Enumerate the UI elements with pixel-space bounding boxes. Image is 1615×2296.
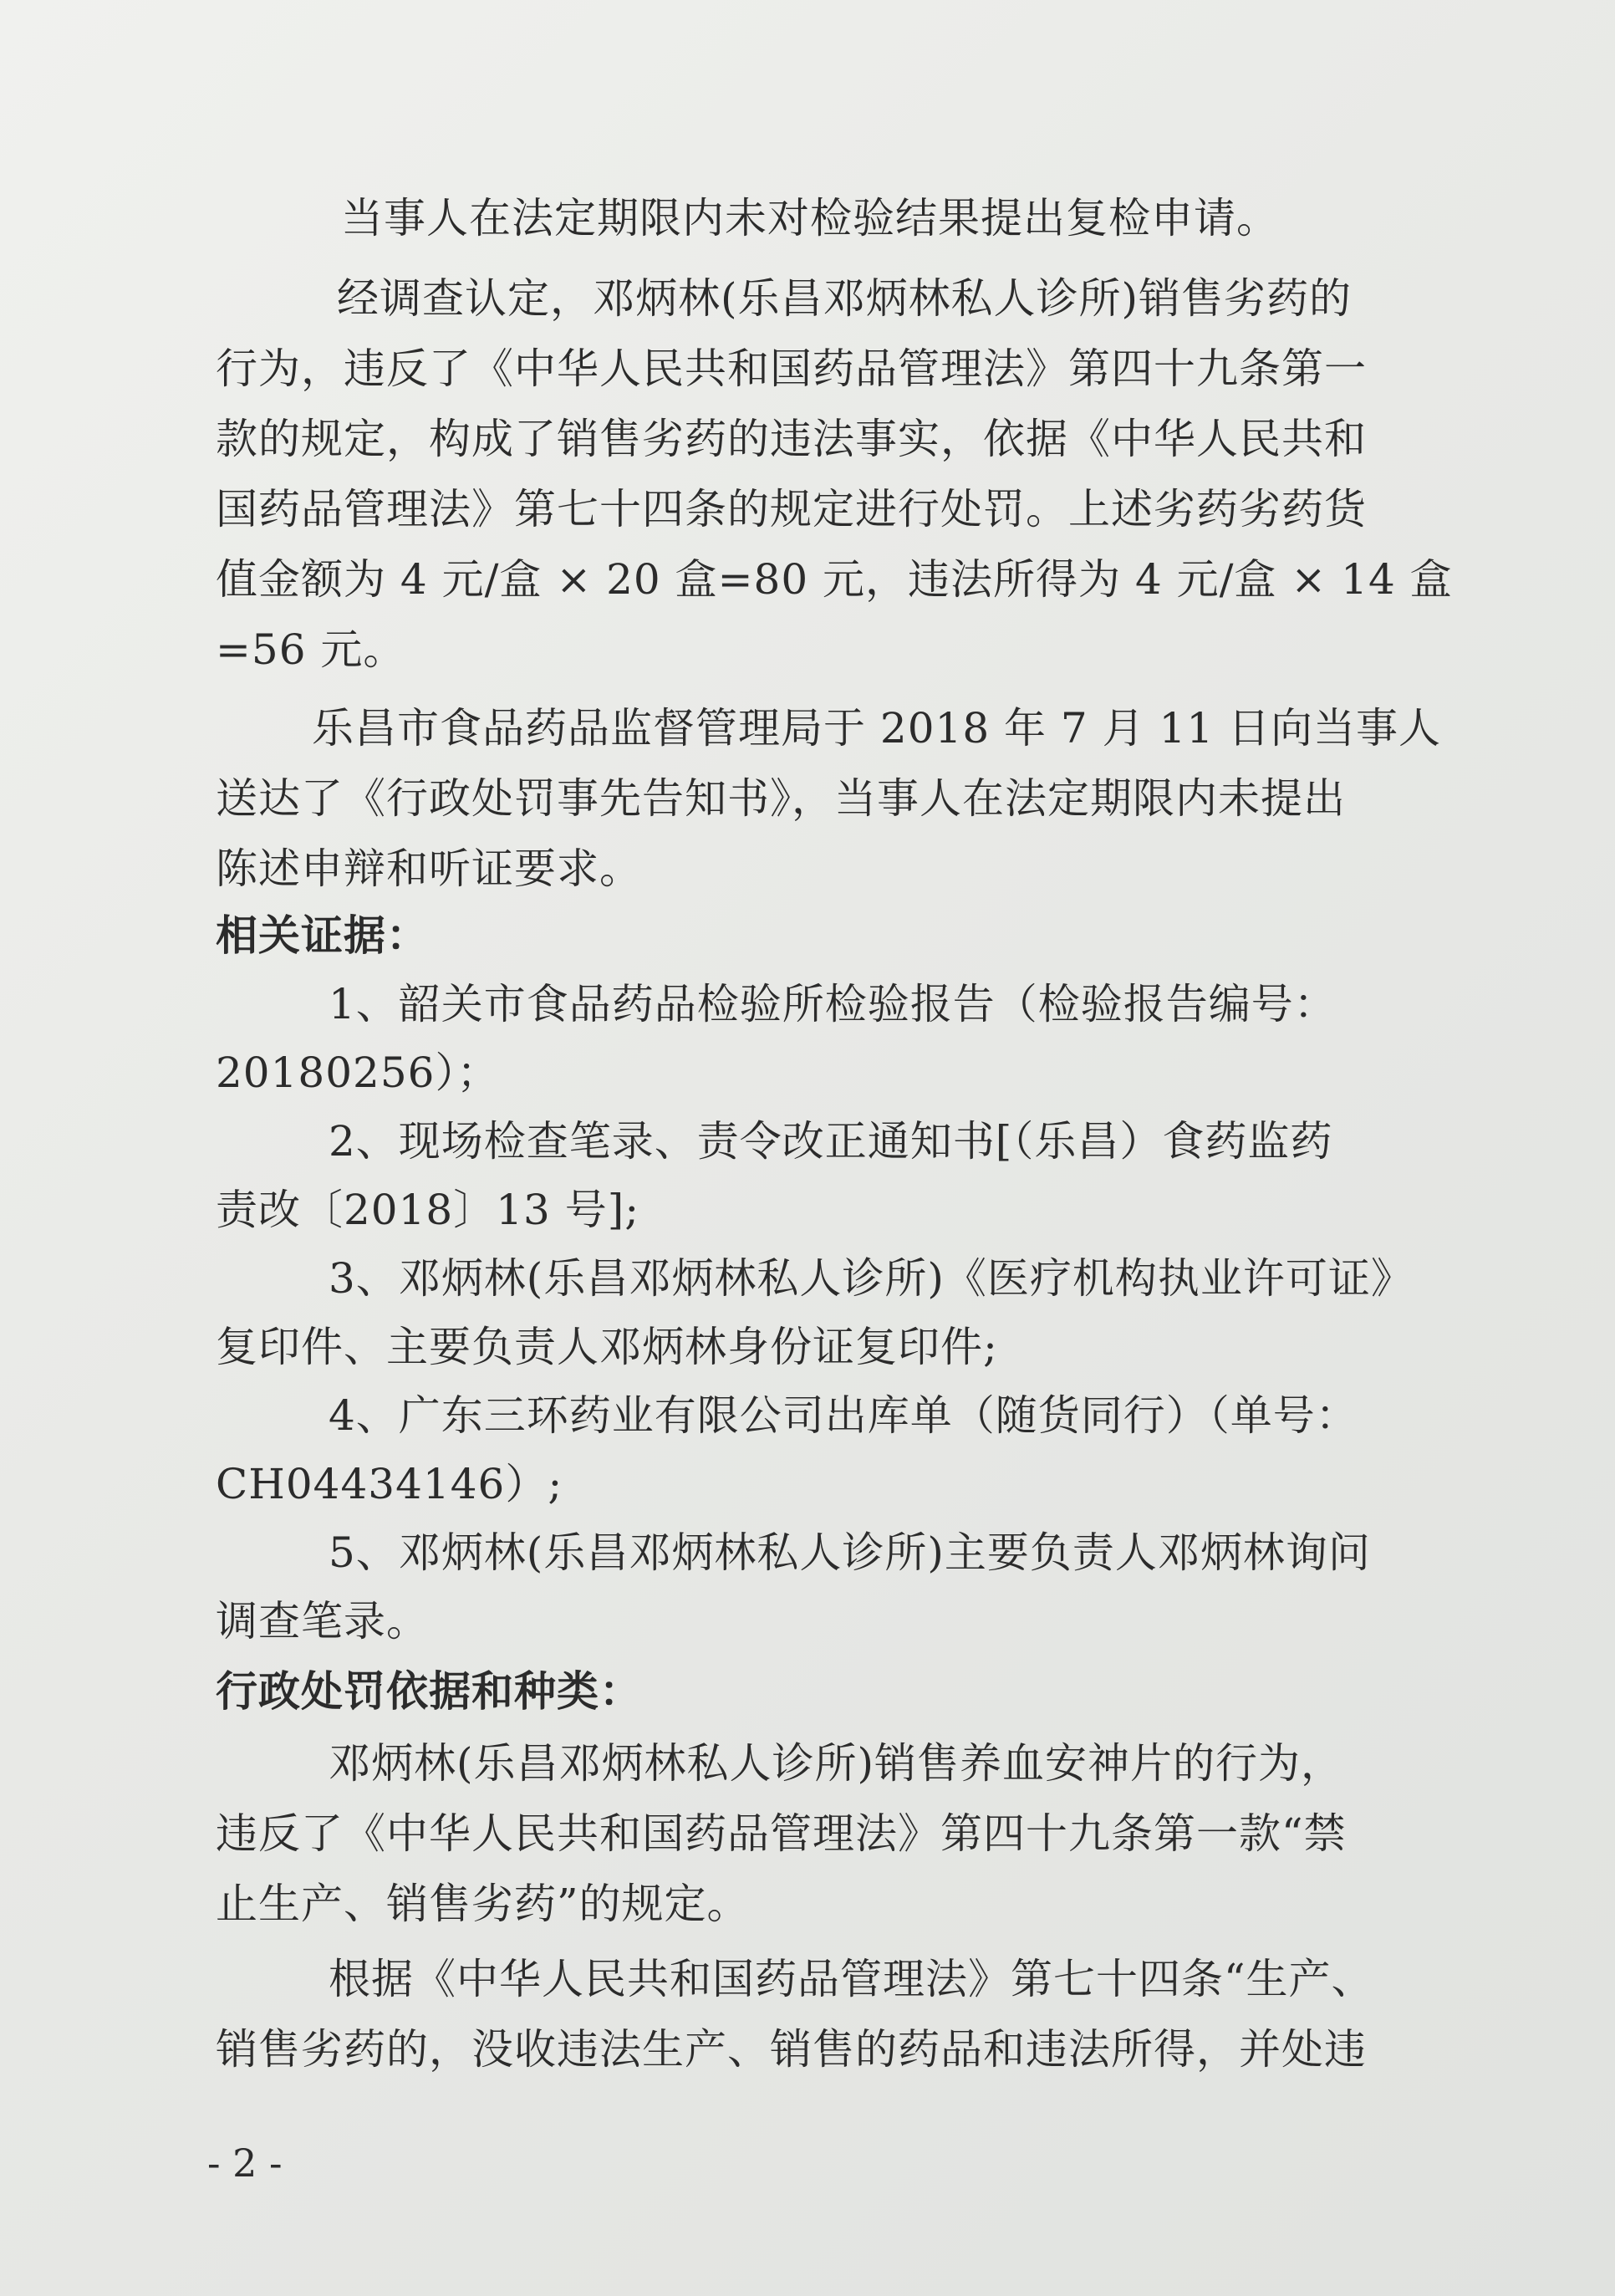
- text-line: 3、邓炳林(乐昌邓炳林私人诊所)《医疗机构执业许可证》: [329, 1254, 1414, 1303]
- text-line: 行为，违反了《中华人民共和国药品管理法》第四十九条第一: [216, 344, 1367, 393]
- text-line: 止生产、销售劣药”的规定。: [216, 1880, 750, 1928]
- text-line: 经调查认定，邓炳林(乐昌邓炳林私人诊所)销售劣药的: [337, 274, 1353, 323]
- text-line: 乐昌市食品药品监督管理局于 2018 年 7 月 11 日向当事人: [312, 704, 1442, 753]
- section-heading-penalty-basis: 行政处罚依据和种类：: [216, 1666, 642, 1716]
- text-line: 根据《中华人民共和国药品管理法》第七十四条“生产、: [329, 1955, 1374, 2003]
- section-heading-evidence: 相关证据：: [216, 911, 429, 960]
- text-line: 国药品管理法》第七十四条的规定进行处罚。上述劣药劣药货: [216, 485, 1367, 533]
- text-line: 销售劣药的，没收违法生产、销售的药品和违法所得，并处违: [216, 2025, 1367, 2074]
- text-line: 5、邓炳林(乐昌邓炳林私人诊所)主要负责人邓炳林询问: [329, 1528, 1371, 1577]
- text-line: 调查笔录。: [216, 1597, 429, 1645]
- text-line: 邓炳林(乐昌邓炳林私人诊所)销售养血安神片的行为，: [329, 1739, 1344, 1788]
- text-line: 1、韶关市食品药品检验所检验报告（检验报告编号：: [329, 980, 1337, 1028]
- text-line: 4、广东三环药业有限公司出库单（随货同行）（单号：: [329, 1391, 1358, 1440]
- text-line: 送达了《行政处罚事先告知书》，当事人在法定期限内未提出: [216, 774, 1346, 823]
- text-line: 值金额为 4 元/盒 × 20 盒=80 元，违法所得为 4 元/盒 × 14 盒: [216, 555, 1453, 604]
- text-line: 责改〔2018〕13 号];: [216, 1186, 640, 1234]
- text-line: 2、现场检查笔录、责令改正通知书[（乐昌）食药监药: [329, 1117, 1333, 1166]
- text-line: =56 元。: [216, 625, 406, 674]
- text-line: 20180256）；: [216, 1049, 500, 1097]
- text-line: CH04434146）;: [216, 1460, 563, 1508]
- text-line: 陈述申辩和听证要求。: [216, 844, 642, 893]
- text-line: 款的规定，构成了销售劣药的违法事实，依据《中华人民共和: [216, 415, 1367, 463]
- text-line: 当事人在法定期限内未对检验结果提出复检申请。: [341, 194, 1279, 242]
- page-number: - 2 -: [207, 2140, 283, 2186]
- text-line: 违反了《中华人民共和国药品管理法》第四十九条第一款“禁: [216, 1809, 1347, 1858]
- text-line: 复印件、主要负责人邓炳林身份证复印件;: [216, 1323, 998, 1371]
